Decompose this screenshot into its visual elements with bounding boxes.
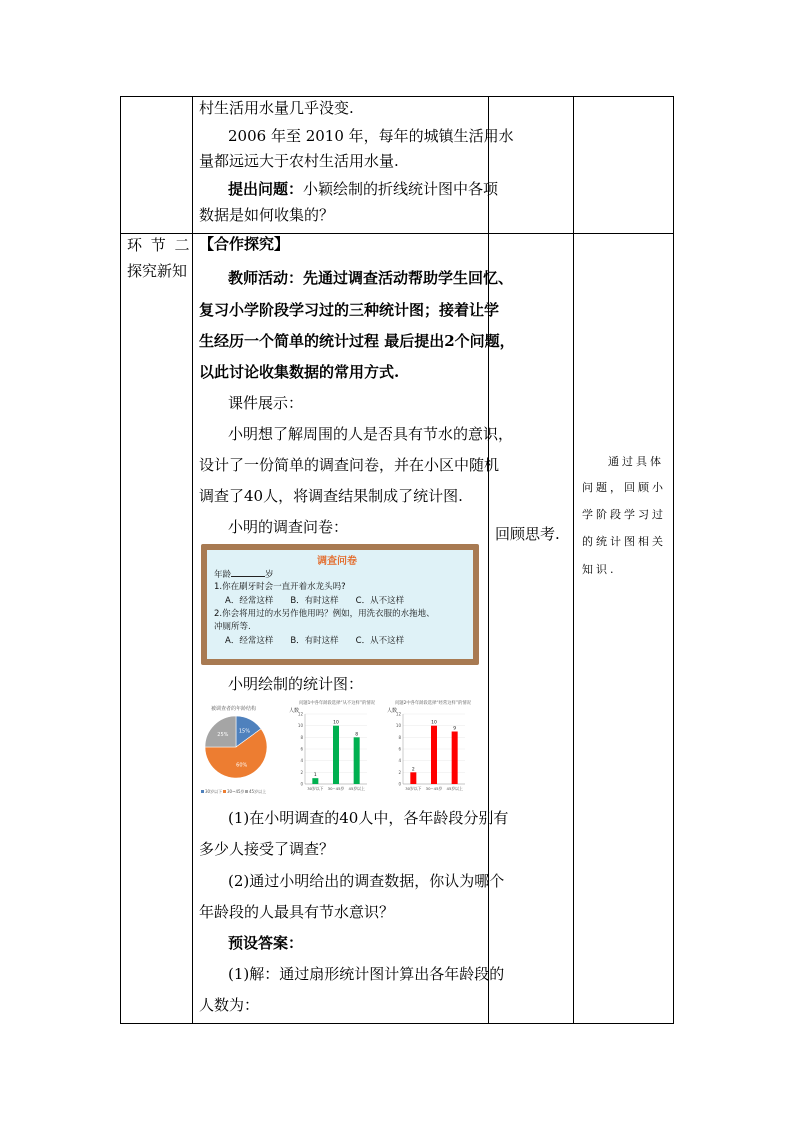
survey-age <box>214 570 274 581</box>
legend-label: 30岁以下 <box>205 789 223 794</box>
y-tick-label: 0 <box>398 781 401 787</box>
answer-line1: (1)解：通过扇形统计图计算出各年龄段的 <box>228 965 505 983</box>
y-tick-label: 6 <box>300 746 303 752</box>
teacher-line: 复习小学阶段学习过的三种统计图；接着让学 <box>199 301 500 319</box>
x-tick-label: 30岁以下 <box>307 786 324 791</box>
stage-title-line2: 探究新知 <box>127 262 188 280</box>
y-tick-label: 10 <box>297 723 303 729</box>
legend-swatch <box>223 790 226 793</box>
question-1-line2: 多少人接受了调查？ <box>199 840 335 858</box>
table-bottom-border <box>120 1023 674 1024</box>
design-intent-line: 问题，回顾小 <box>582 481 666 494</box>
survey-q1-options: A．经常这样 B．有时这样 C．从不这样 <box>225 596 405 606</box>
design-intent-line: 学阶段学习过 <box>582 508 666 521</box>
bar-value-label: 8 <box>355 732 359 738</box>
bar1-title: 问题1中各年龄段选择“从不这样”的情况 <box>299 701 375 706</box>
pie-chart <box>205 716 267 778</box>
stat-charts <box>199 696 483 802</box>
bar-chart-2 <box>387 707 465 791</box>
teacher-line <box>228 268 513 288</box>
teacher-text: 先通过调查活动帮助学生回忆、 <box>303 269 514 287</box>
y-tick-label: 6 <box>398 746 401 752</box>
question-1-line1: (1)在小明调查的40人中，各年龄段分别有 <box>228 809 509 827</box>
col-border-5 <box>673 96 674 1024</box>
y-axis-label: 人数 <box>387 708 398 714</box>
survey-paper <box>207 550 473 659</box>
col-border-2 <box>192 96 193 1024</box>
question-line <box>228 179 498 199</box>
y-tick-label: 2 <box>300 769 303 775</box>
x-tick-label: 30~45岁 <box>425 786 443 791</box>
preset-answer-label: 预设答案： <box>228 934 304 952</box>
bar-value-label: 2 <box>411 767 415 773</box>
legend-swatch <box>245 790 248 793</box>
x-tick-label: 30岁以下 <box>405 786 422 791</box>
paragraph-line: 村生活用水量几乎没变. <box>199 99 354 117</box>
pie-value-label: 25% <box>217 731 229 738</box>
design-intent-line: 的统计图相关 <box>582 535 666 548</box>
paragraph-line: 调查了40人，将调查结果制成了统计图. <box>199 487 463 505</box>
question-text: 小颖绘制的折线统计图中各项 <box>303 180 499 198</box>
y-axis-label: 人数 <box>289 708 300 714</box>
survey-title: 调查问卷 <box>317 556 357 567</box>
y-tick-label: 2 <box>398 769 401 775</box>
y-tick-label: 12 <box>297 711 303 717</box>
bar-value-label: 10 <box>333 720 339 726</box>
paragraph-line: 数据是如何收集的？ <box>199 206 335 224</box>
col-border-4 <box>573 96 574 1024</box>
bar-value-label: 1 <box>313 773 317 779</box>
survey-q2-line1: 2.你会将用过的水另作他用吗？例如，用洗衣服的水拖地、 <box>214 609 435 619</box>
legend-label: 45岁以上 <box>249 789 267 794</box>
y-tick-label: 4 <box>398 758 401 764</box>
x-tick-label: 45岁以上 <box>446 786 463 791</box>
x-tick-label: 45岁以上 <box>348 786 365 791</box>
bar <box>410 772 416 784</box>
survey-q2-line2: 冲厕所等. <box>214 622 251 632</box>
y-tick-label: 4 <box>300 758 303 764</box>
bar <box>452 732 458 785</box>
courseware-label: 课件展示： <box>228 394 304 412</box>
charts-label: 小明绘制的统计图： <box>228 675 364 693</box>
survey-age-unit: 岁 <box>265 570 274 580</box>
paragraph-line: 2006 年至 2010 年，每年的城镇生活用水 <box>228 127 514 145</box>
survey-q2-options: A．经常这样 B．有时这样 C．从不这样 <box>225 636 405 646</box>
design-intent-line: 通过具体 <box>608 455 664 468</box>
answer-line2: 人数为： <box>199 996 260 1014</box>
x-tick-label: 30~45岁 <box>327 786 345 791</box>
col-border-1 <box>120 96 121 1024</box>
questionnaire-label: 小明的调查问卷： <box>228 518 349 536</box>
bar <box>312 778 318 784</box>
paragraph-line: 小明想了解周围的人是否具有节水的意识， <box>228 425 514 443</box>
question-label: 提出问题： <box>228 180 304 198</box>
y-tick-label: 12 <box>395 711 401 717</box>
bar-chart-1 <box>289 707 367 791</box>
bar-value-label: 9 <box>453 726 457 732</box>
pie-value-label: 15% <box>238 728 251 735</box>
survey-age-label: 年龄 <box>214 570 232 580</box>
table-top-border <box>120 96 674 97</box>
legend-swatch <box>201 790 204 793</box>
pie-legend <box>201 788 266 794</box>
pie-title: 被调查者的年龄结构 <box>211 706 257 712</box>
question-2-line2: 年龄段的人最具有节水意识？ <box>199 903 395 921</box>
student-activity: 回顾思考. <box>495 525 560 543</box>
pie-value-label: 60% <box>236 762 248 769</box>
y-tick-label: 0 <box>300 781 303 787</box>
bar <box>431 726 437 784</box>
stage-title-line1: 环 节 二 <box>127 236 192 254</box>
survey-board <box>201 544 479 665</box>
y-tick-label: 10 <box>395 723 401 729</box>
y-tick-label: 8 <box>300 734 303 740</box>
survey-q1: 1.你在刷牙时会一直开着水龙头吗? <box>214 582 346 592</box>
bar-value-label: 10 <box>431 720 437 726</box>
teacher-line: 生经历一个简单的统计过程 最后提出2个问题， <box>199 332 515 350</box>
bar <box>333 726 339 784</box>
cooperate-heading: 【合作探究】 <box>199 235 290 253</box>
teacher-line: 以此讨论收集数据的常用方式. <box>199 363 400 381</box>
y-tick-label: 8 <box>398 734 401 740</box>
question-2-line1: (2)通过小明给出的调查数据，你认为哪个 <box>228 872 505 890</box>
bar2-title: 问题2中各年龄段选择“经常这样”的情况 <box>395 701 471 706</box>
legend-label: 30~45岁 <box>227 789 245 794</box>
paragraph-line: 设计了一份简单的调查问卷，并在小区中随机 <box>199 456 500 474</box>
design-intent-line: 知识. <box>582 563 617 576</box>
teacher-label: 教师活动： <box>228 269 304 287</box>
bar <box>354 737 360 784</box>
paragraph-line: 量都远远大于农村生活用水量. <box>199 152 399 170</box>
